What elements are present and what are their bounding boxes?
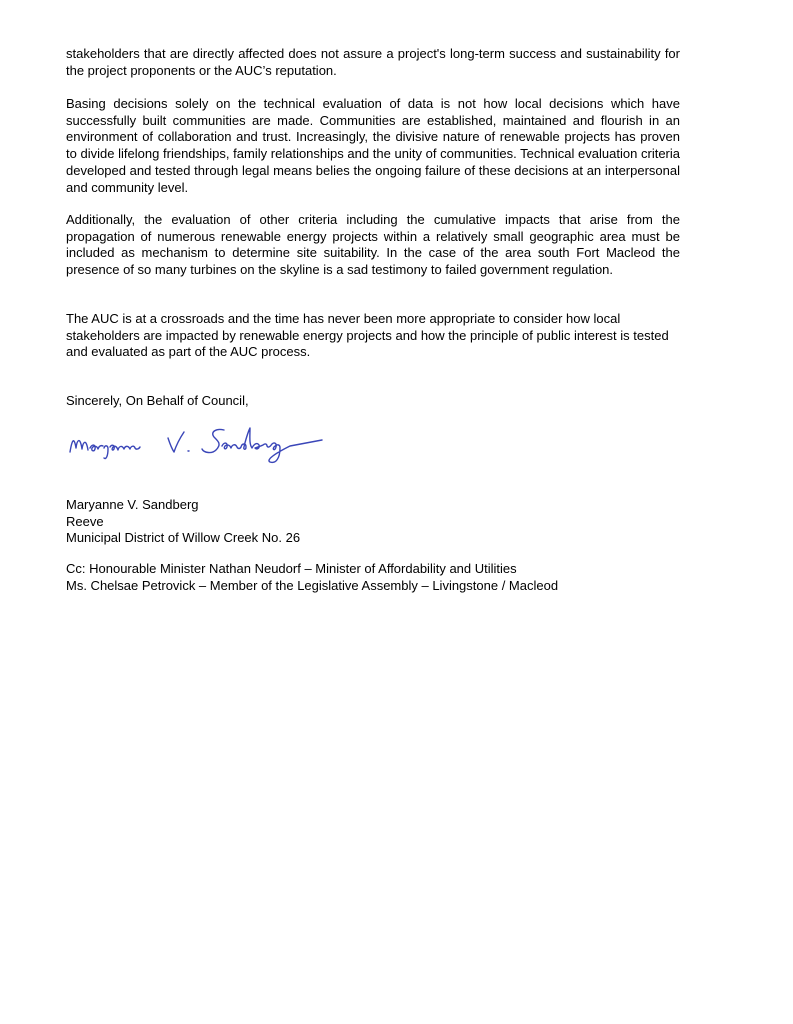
body-paragraph-1 (66, 46, 680, 79)
closing-salutation (66, 393, 680, 410)
paragraph-text: The AUC is at a crossroads and the time has never been more appropriate to consider how local stakeholders are impacted by renewable energy projects and how the principle of public interest is tested and evaluated as part of the AUC process. (66, 311, 669, 360)
signatory-title: Reeve (66, 513, 104, 529)
cc-block (66, 561, 680, 594)
body-paragraph-2 (66, 96, 680, 196)
handwritten-signature (64, 418, 344, 468)
body-paragraph-3 (66, 212, 680, 279)
signatory-name: Maryanne V. Sandberg (66, 497, 199, 512)
signatory-organization: Municipal District of Willow Creek No. 26 (66, 530, 301, 546)
cc-line: Ms. Chelsae Petrovick – Member of the Legislative Assembly – Livingstone / Macleod (66, 577, 559, 593)
paragraph-text: Basing decisions solely on the technical evaluation of data is not how local decisions which have successfully built communities are made. Communities are established, maintained and flourish in an environment of collaboration and trust. Increasingly, the divisive nature of renewable projects has proven to divide lifelong friendships, family relationships and the unity of communities. Technical evaluation criteria developed and tested through legal means belies the ongoing failure of these decisions at an interpersonal and community level. (66, 96, 680, 195)
cc-line: Cc: Honourable Minister Nathan Neudorf – Minister of Affordability and Utilities (66, 561, 517, 576)
body-paragraph-4 (66, 311, 680, 361)
paragraph-text: stakeholders that are directly affected does not assure a project's long-term success and sustainability for the project proponents or the AUC’s reputation. (66, 46, 680, 78)
closing-text: Sincerely, On Behalf of Council, (66, 393, 249, 408)
paragraph-text: Additionally, the evaluation of other criteria including the cumulative impacts that arise from the propagation of numerous renewable energy projects within a relatively small geographic area must be included as mechanism to determine site suitability. In the case of the area south Fort Macleod the presence of so many turbines on the skyline is a sad testimony to failed government regulation. (66, 212, 680, 278)
signatory-block (66, 497, 680, 547)
